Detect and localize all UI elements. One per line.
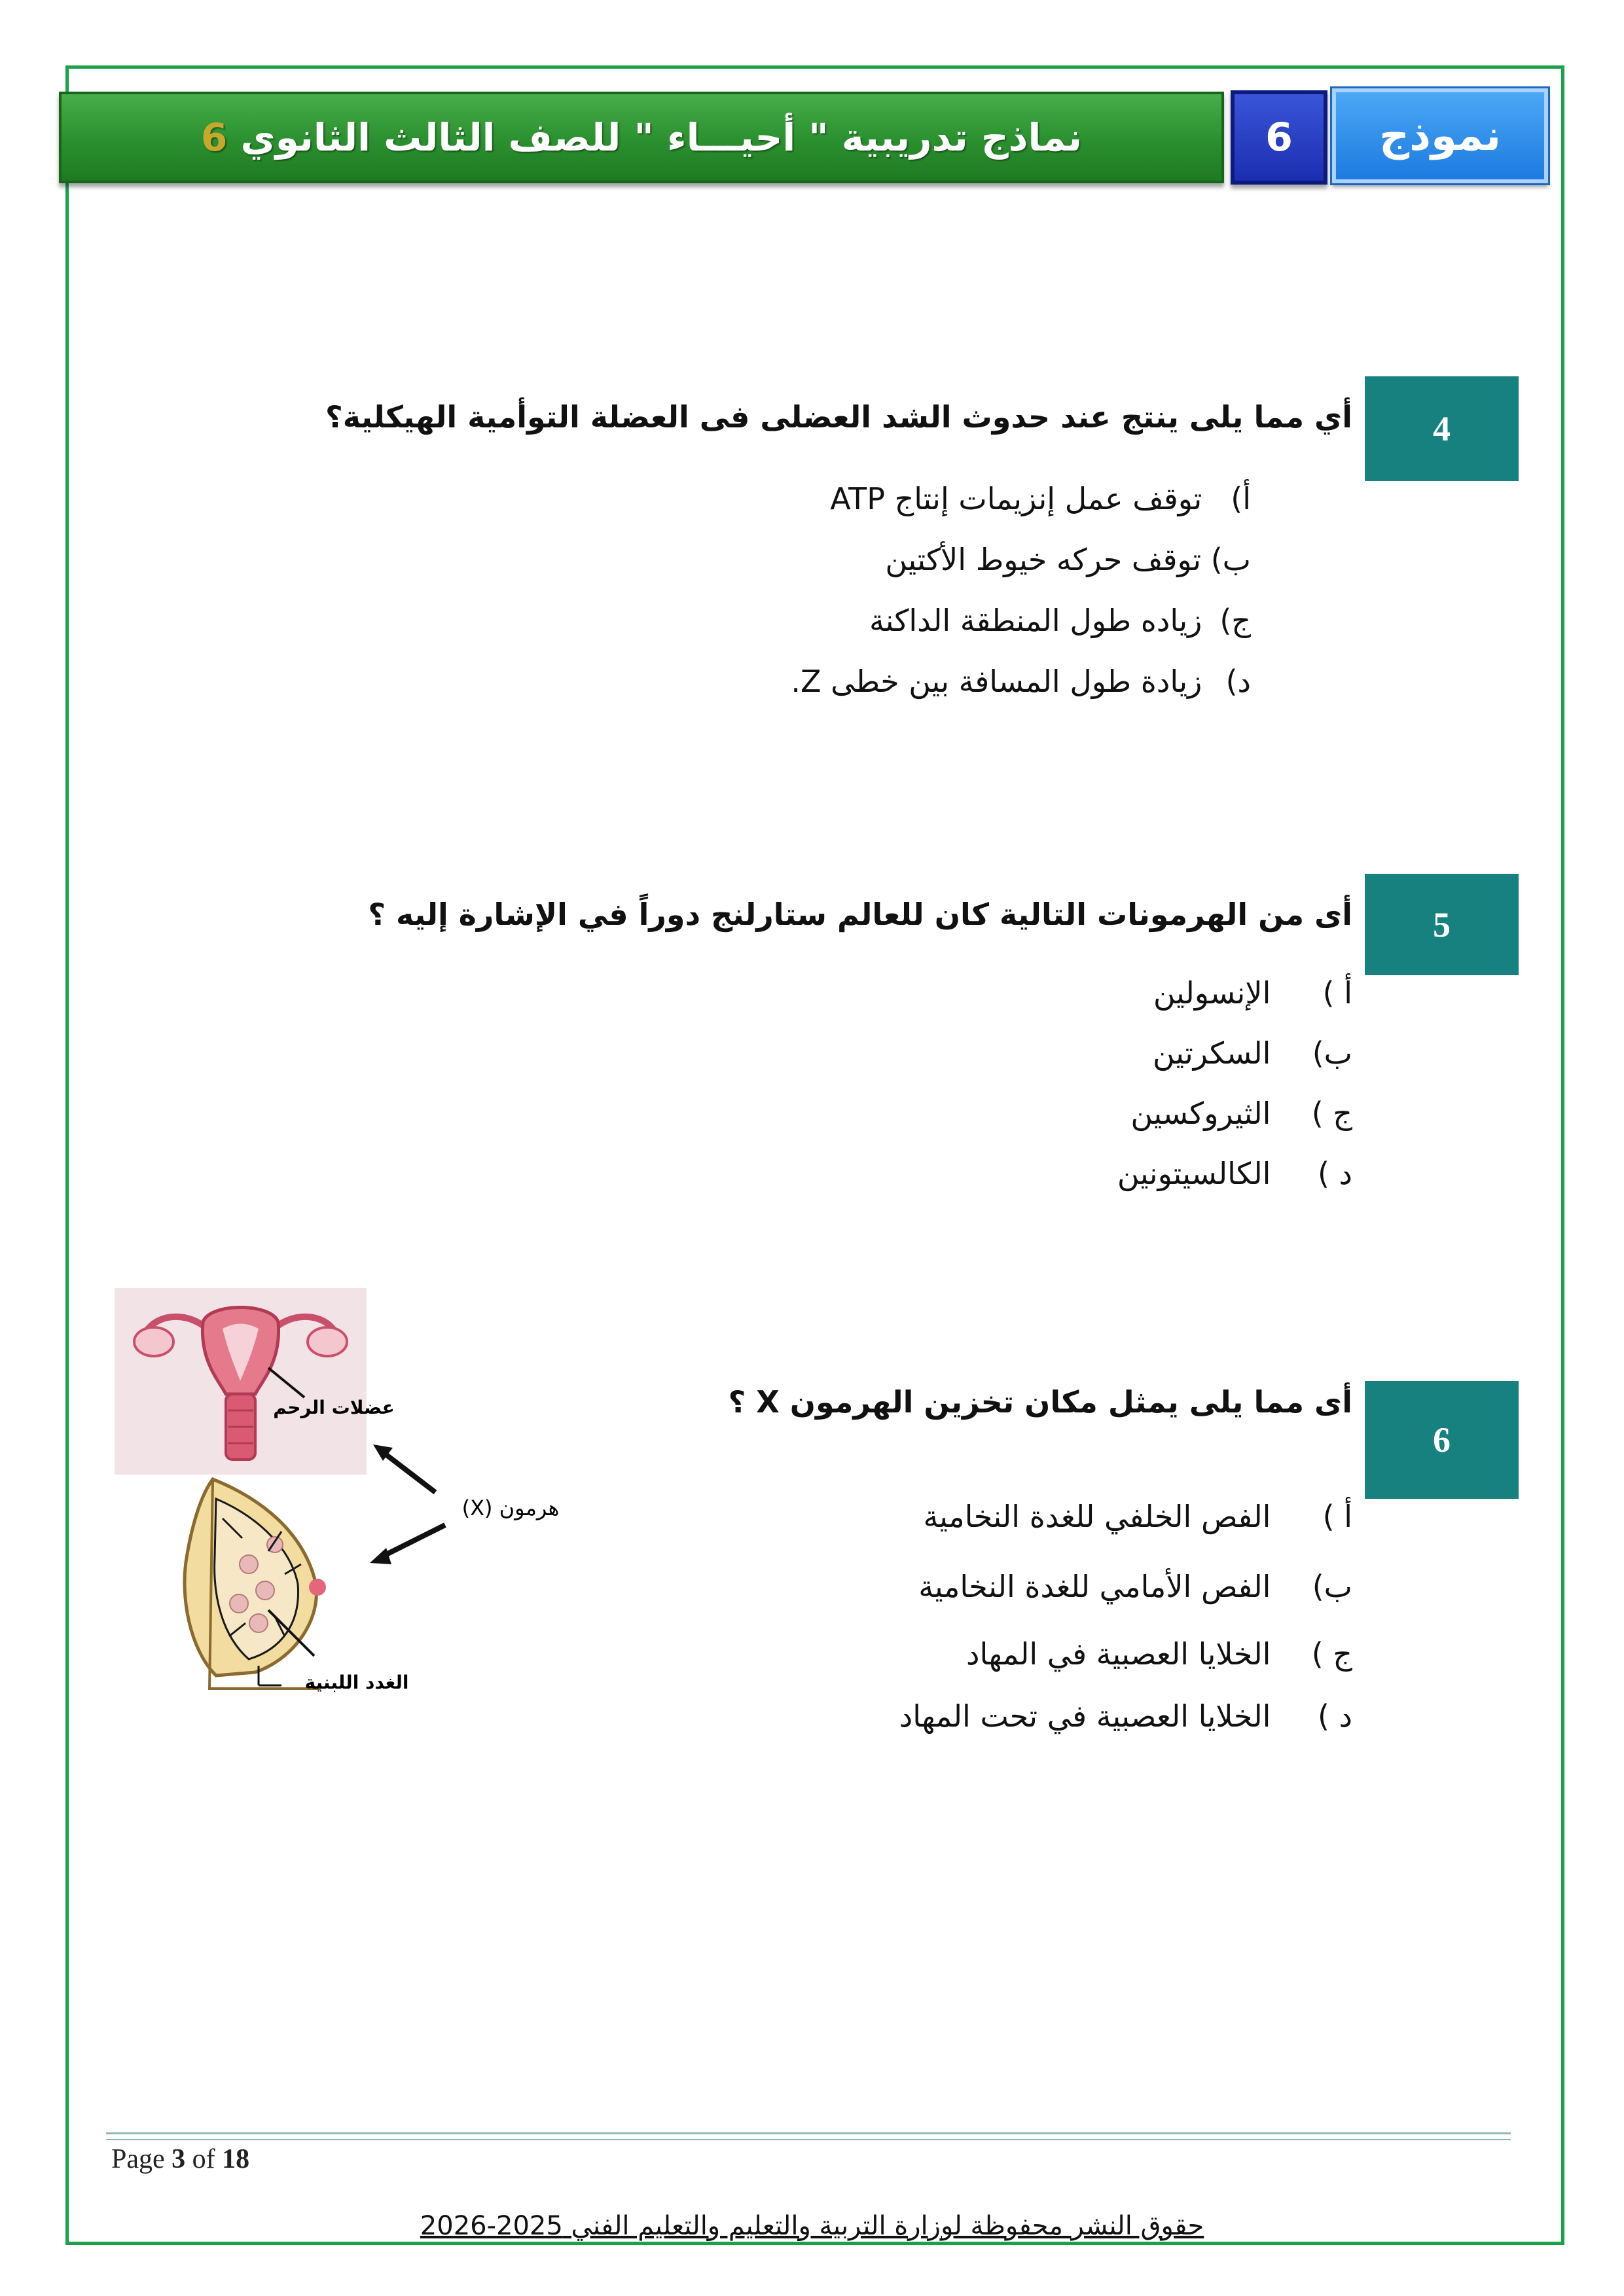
q5-option-d <box>1117 1156 1352 1191</box>
option-letter: د ) <box>1317 1698 1352 1734</box>
q5-option-b <box>1153 1035 1352 1071</box>
page-prefix: Page <box>111 2144 165 2174</box>
page-total: 18 <box>222 2144 250 2174</box>
question-5-text: أى من الهرمونات التالية كان للعالم ستارلنج دوراً في الإشارة إليه ؟ <box>368 897 1352 932</box>
footer-divider-thin <box>106 2139 1511 2140</box>
q5-option-c <box>1130 1096 1352 1131</box>
hormone-x-figure <box>105 1283 589 1721</box>
option-text: الإنسولين <box>1153 975 1271 1011</box>
option-text: الثيروكسين <box>1130 1096 1271 1131</box>
arrow-to-breast <box>380 1525 445 1558</box>
page-number <box>111 2144 249 2175</box>
mammary-gland-label: الغدد اللبنية <box>304 1672 409 1693</box>
hormone-x-label: هرمون (X) <box>461 1496 560 1520</box>
option-text: الخلايا العصبية في المهاد <box>966 1636 1271 1672</box>
q6-option-c <box>966 1636 1352 1672</box>
header-title-banner <box>59 92 1224 183</box>
question-number-5: 5 <box>1365 874 1519 975</box>
q6-option-d <box>899 1698 1352 1734</box>
option-text: الكالسيتونين <box>1117 1156 1271 1191</box>
question-number-6: 6 <box>1365 1381 1519 1499</box>
option-text: توقف حركه خيوط الأكتين <box>885 542 1202 577</box>
option-letter: ب) <box>1312 1035 1352 1071</box>
option-letter: د ) <box>1317 1156 1352 1191</box>
option-letter: ج ) <box>1311 1096 1352 1131</box>
question-4-text: أي مما يلى ينتج عند حدوث الشد العضلى فى العضلة التوأمية الهيكلية؟ <box>325 399 1352 435</box>
footer-divider <box>106 2132 1511 2134</box>
model-label-box: نموذج <box>1332 88 1548 183</box>
option-text: زيادة طول المسافة بين خطى Z. <box>791 664 1202 699</box>
page-current: 3 <box>171 2144 186 2174</box>
option-text: الفص الخلفي للغدة النخامية <box>923 1499 1271 1534</box>
arrow-head-breast-icon <box>370 1548 391 1564</box>
option-letter: أ ) <box>1322 1499 1352 1534</box>
page-border <box>65 65 1564 2245</box>
option-letter: ب) <box>1312 1569 1352 1604</box>
option-text: السكرتين <box>1153 1035 1271 1071</box>
q4-option-a <box>830 481 1251 516</box>
option-text: الفص الأمامي للغدة النخامية <box>918 1569 1271 1604</box>
option-letter: د) <box>1225 664 1251 699</box>
copyright-notice: حقوق النشر محفوظة لوزارة التربية والتعليم والتعليم الفني 2025-2026 <box>420 2211 1204 2241</box>
page-of: of <box>192 2144 215 2174</box>
option-letter: ج ) <box>1311 1636 1352 1672</box>
option-letter: أ) <box>1231 481 1251 516</box>
option-letter: ج) <box>1219 603 1251 638</box>
model-number-box: 6 <box>1231 90 1327 185</box>
option-letter: ب) <box>1210 542 1251 577</box>
option-letter: أ ) <box>1322 975 1352 1011</box>
question-number-4: 4 <box>1365 376 1519 481</box>
option-text: توقف عمل إنزيمات إنتاج ATP <box>830 481 1202 516</box>
mammary-gland-illustration <box>185 1479 326 1689</box>
uterus-breast-diagram <box>105 1283 589 1721</box>
q4-option-d <box>791 664 1251 699</box>
header-title-text: نماذج تدريبية " أحيـــاء " للصف الثالث الثانوي <box>240 115 1082 160</box>
header-title <box>201 115 1082 160</box>
uterus-muscle-label: عضلات الرحم <box>273 1397 395 1418</box>
question-6-text: أى مما يلى يمثل مكان تخزين الهرمون X ؟ <box>728 1384 1352 1420</box>
q4-option-c <box>869 603 1251 638</box>
header-title-suffix: 6 <box>201 115 228 160</box>
q6-option-b <box>918 1569 1352 1604</box>
option-text: الخلايا العصبية في تحت المهاد <box>899 1698 1271 1734</box>
q4-option-b <box>885 542 1251 577</box>
q5-option-a <box>1153 975 1352 1011</box>
option-text: زياده طول المنطقة الداكنة <box>869 603 1202 638</box>
arrow-to-uterus <box>380 1450 435 1492</box>
q6-option-a <box>924 1499 1353 1534</box>
